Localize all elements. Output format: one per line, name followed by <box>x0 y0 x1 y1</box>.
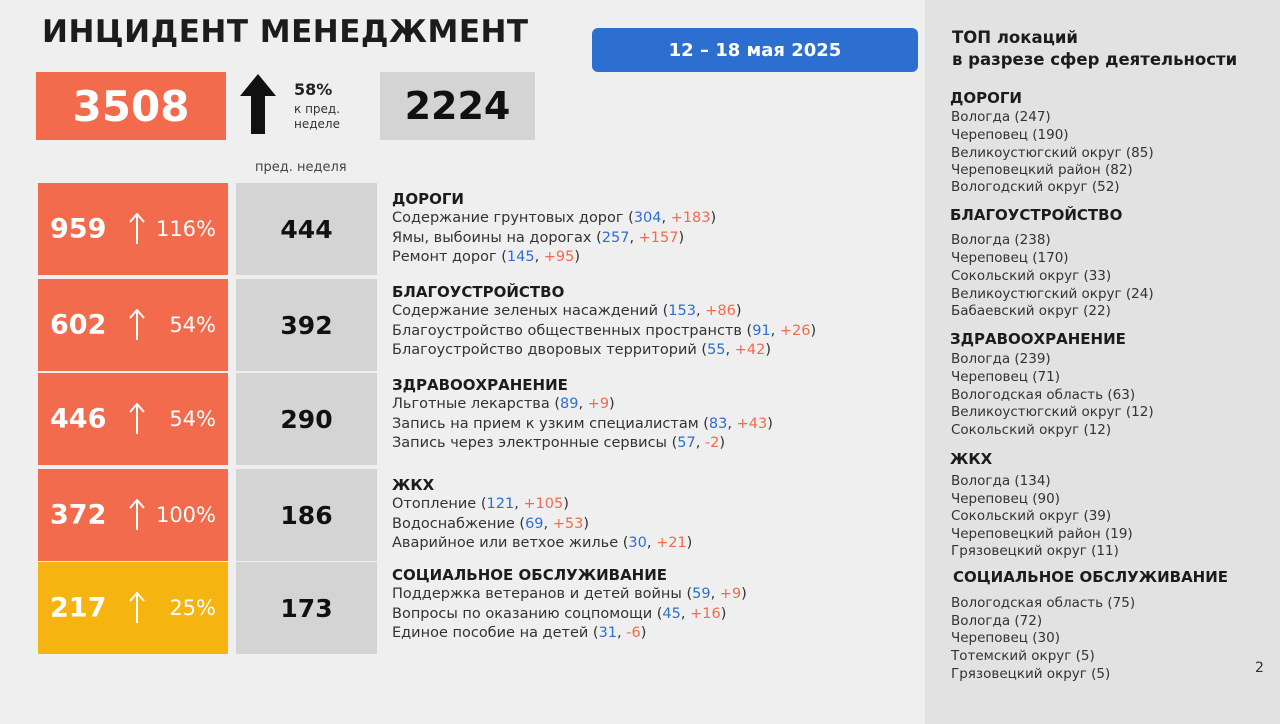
category-item: Благоустройство дворовых территорий (55, +42) <box>392 342 772 358</box>
arrow-up-icon <box>128 309 146 341</box>
category-item: Содержание зеленых насаждений (153, +86) <box>392 303 742 319</box>
location-item: Череповец (190) <box>951 127 1069 143</box>
category-change-percent: 54% <box>169 313 216 337</box>
location-item: Великоустюгский округ (24) <box>951 286 1154 302</box>
page-title: ИНЦИДЕНТ МЕНЕДЖМЕНТ <box>42 14 529 50</box>
location-item: Вологодский округ (52) <box>951 179 1120 195</box>
top-locations-title: ТОП локаций в разрезе сфер деятельности <box>952 28 1238 69</box>
category-current-value: 446 <box>50 403 107 435</box>
category-item: Поддержка ветеранов и детей войны (59, +9) <box>392 586 747 602</box>
category-current-box <box>38 279 228 371</box>
location-group-title: ЖКХ <box>950 450 993 468</box>
location-item: Череповец (71) <box>951 369 1060 385</box>
location-item: Вологда (239) <box>951 351 1051 367</box>
location-item: Сокольский округ (33) <box>951 268 1112 284</box>
location-item: Вологда (247) <box>951 109 1051 125</box>
location-item: Череповец (170) <box>951 250 1069 266</box>
location-item: Грязовецкий округ (11) <box>951 543 1119 559</box>
arrow-up-icon <box>240 74 276 134</box>
category-title: ДОРОГИ <box>392 190 464 208</box>
location-item: Вологда (134) <box>951 473 1051 489</box>
category-item: Водоснабжение (69, +53) <box>392 515 590 532</box>
arrow-up-icon <box>128 213 146 245</box>
location-item: Сокольский округ (39) <box>951 508 1112 524</box>
location-item: Вологодская область (75) <box>951 595 1136 611</box>
location-item: Великоустюгский округ (85) <box>951 145 1154 161</box>
arrow-up-icon <box>128 499 146 531</box>
category-item: Ямы, выбоины на дорогах (257, +157) <box>392 229 685 246</box>
total-change-label: к пред. неделе <box>294 102 341 131</box>
category-item: Запись через электронные сервисы (57, -2) <box>392 435 726 451</box>
total-change-percent: 58% <box>294 80 333 99</box>
previous-week-label: пред. неделя <box>255 160 347 175</box>
category-title: ЖКХ <box>392 476 435 494</box>
location-item: Вологда (238) <box>951 232 1051 248</box>
location-item: Грязовецкий округ (5) <box>951 666 1111 682</box>
category-current-box <box>38 183 228 275</box>
total-current-count: 3508 <box>36 72 226 140</box>
arrow-up-icon <box>128 592 146 624</box>
category-previous-value: 444 <box>236 183 377 275</box>
category-previous-value: 173 <box>236 562 377 654</box>
category-item: Благоустройство общественных пространств (91, +26) <box>392 322 817 339</box>
category-title: ЗДРАВООХРАНЕНИЕ <box>392 376 568 394</box>
category-details <box>392 475 912 554</box>
category-change-percent: 116% <box>155 217 216 241</box>
date-range-badge: 12 – 18 мая 2025 <box>592 28 918 72</box>
category-item: Единое пособие на детей (31, -6) <box>392 625 647 641</box>
location-item: Вологодская область (63) <box>951 387 1136 403</box>
location-item: Бабаевский округ (22) <box>951 303 1111 319</box>
category-previous-value: 392 <box>236 279 377 371</box>
category-item: Запись на прием к узким специалистам (83, +43) <box>392 415 773 432</box>
location-item: Великоустюгский округ (12) <box>951 404 1154 420</box>
location-item: Вологда (72) <box>951 613 1043 629</box>
category-current-value: 217 <box>50 592 107 624</box>
category-item: Содержание грунтовых дорог (304, +183) <box>392 210 717 226</box>
category-item: Отопление (121, +105) <box>392 496 569 512</box>
category-details <box>392 375 912 454</box>
category-item: Ремонт дорог (145, +95) <box>392 249 581 265</box>
category-current-value: 372 <box>50 499 107 531</box>
location-item: Череповец (90) <box>951 491 1060 507</box>
category-change-percent: 54% <box>169 407 216 431</box>
location-item: Тотемский округ (5) <box>951 648 1095 664</box>
category-title: БЛАГОУСТРОЙСТВО <box>392 283 565 301</box>
location-item: Череповецкий район (19) <box>951 526 1133 542</box>
category-details <box>392 282 912 361</box>
category-current-value: 602 <box>50 309 107 341</box>
category-current-box <box>38 562 228 654</box>
page-number: 2 <box>1255 660 1264 676</box>
category-details <box>392 565 912 644</box>
location-item: Череповецкий район (82) <box>951 162 1133 178</box>
category-current-box <box>38 373 228 465</box>
category-previous-value: 290 <box>236 373 377 465</box>
arrow-up-icon <box>128 403 146 435</box>
category-change-percent: 25% <box>169 596 216 620</box>
category-item: Вопросы по оказанию соцпомощи (45, +16) <box>392 605 727 622</box>
category-current-box <box>38 469 228 561</box>
category-item: Аварийное или ветхое жилье (30, +21) <box>392 535 693 551</box>
location-group-title: СОЦИАЛЬНОЕ ОБСЛУЖИВАНИЕ <box>953 568 1229 586</box>
location-item: Череповец (30) <box>951 630 1060 646</box>
category-item: Льготные лекарства (89, +9) <box>392 396 615 412</box>
category-change-percent: 100% <box>155 503 216 527</box>
category-details <box>392 189 912 268</box>
category-title: СОЦИАЛЬНОЕ ОБСЛУЖИВАНИЕ <box>392 566 668 584</box>
total-previous-count: 2224 <box>380 72 535 140</box>
category-previous-value: 186 <box>236 469 377 561</box>
location-group-title: ЗДРАВООХРАНЕНИЕ <box>950 330 1126 348</box>
location-item: Сокольский округ (12) <box>951 422 1112 438</box>
category-current-value: 959 <box>50 213 107 245</box>
location-group-title: ДОРОГИ <box>950 89 1022 107</box>
location-group-title: БЛАГОУСТРОЙСТВО <box>950 206 1123 224</box>
